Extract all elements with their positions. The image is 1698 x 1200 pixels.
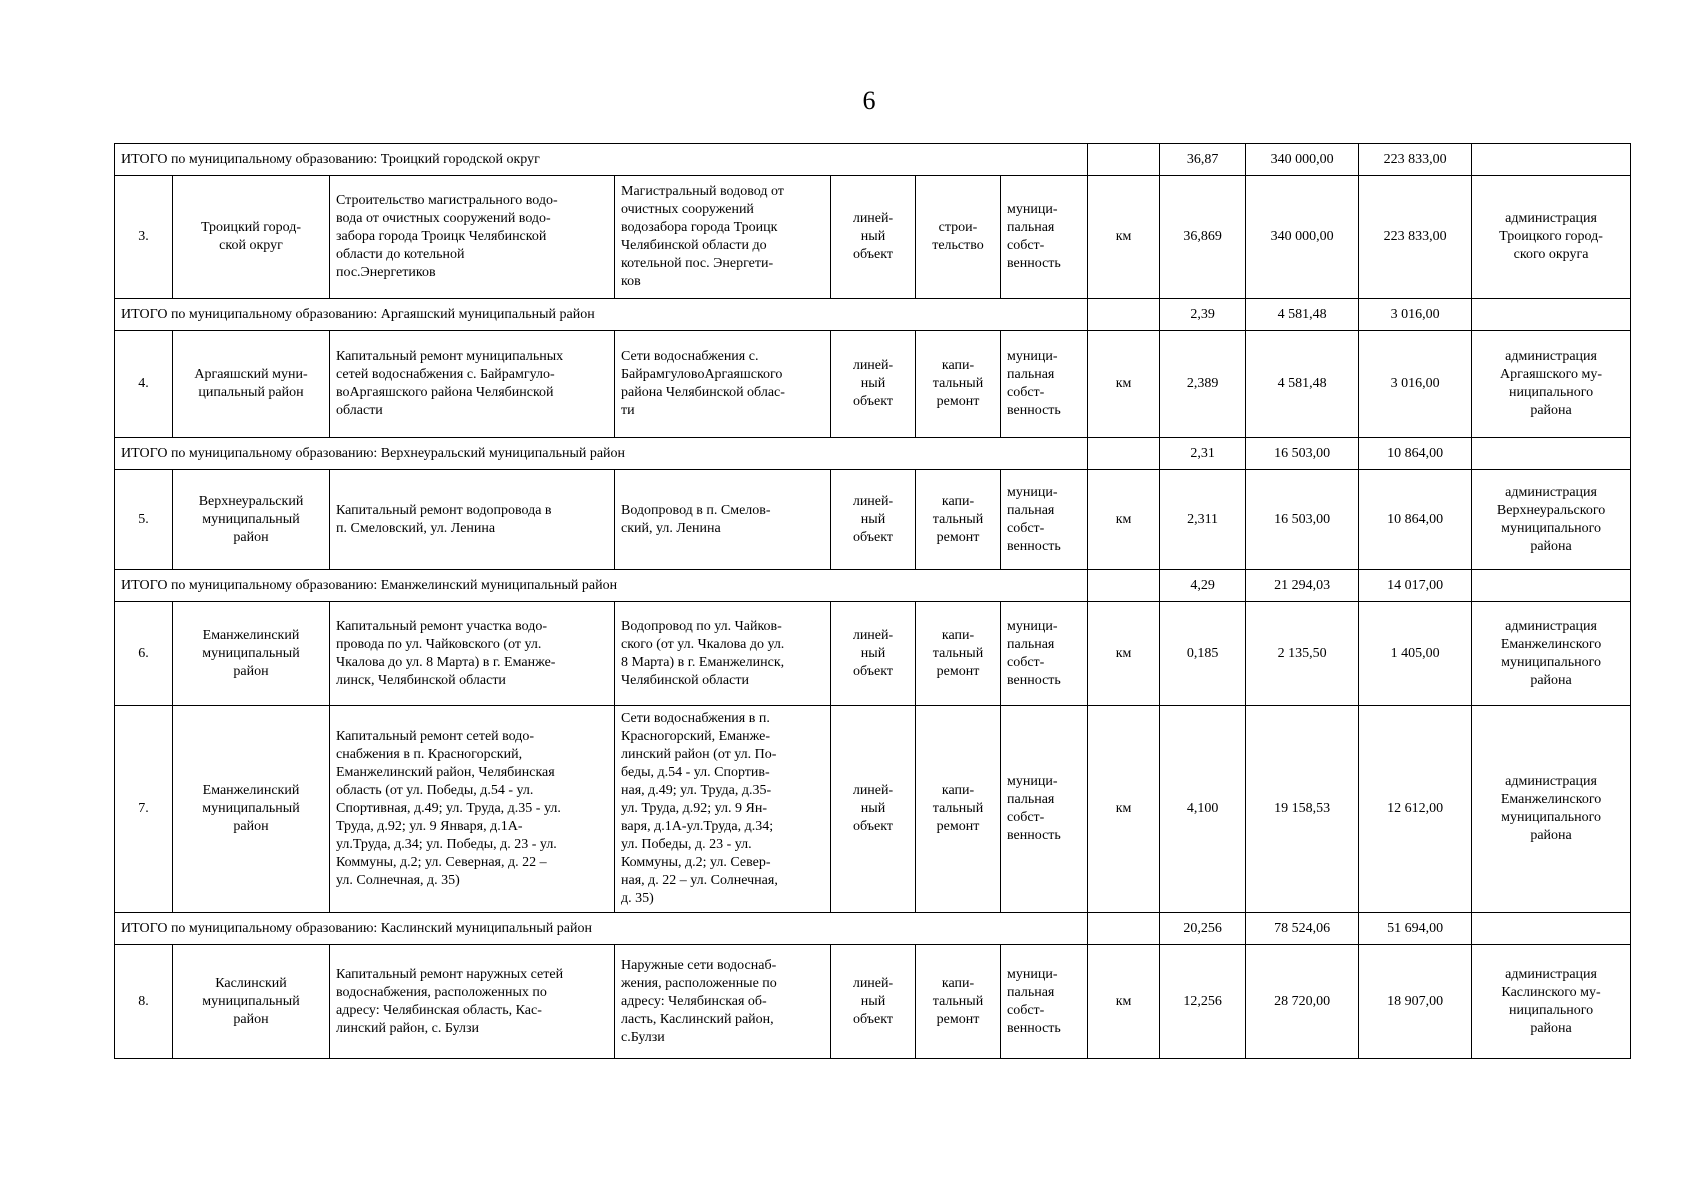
total-cost: 4 581,48 [1246,299,1359,331]
object-cell: Водопровод по ул. Чайков- ского (от ул. Чкалова до ул. 8 Марта) в г. Еманжелинск, Челябинской области [615,602,831,706]
total-subsidy: 223 833,00 [1359,144,1472,176]
ownership-cell: муници- пальная собст- венность [1001,470,1088,570]
ownership-cell: муници- пальная собст- венность [1001,602,1088,706]
total-empty-cell [1472,144,1631,176]
subsidy-cell: 10 864,00 [1359,470,1472,570]
unit-cell: км [1088,176,1160,299]
customer-cell: администрация Еманжелинского муниципального района [1472,706,1631,913]
object-type-cell: линей- ный объект [831,470,916,570]
work-type-cell: капи- тальный ремонт [916,470,1001,570]
length-cell: 12,256 [1160,945,1246,1059]
ownership-cell: муници- пальная собст- венность [1001,706,1088,913]
ownership-cell: муници- пальная собст- венность [1001,331,1088,438]
total-length: 20,256 [1160,913,1246,945]
table-row [115,470,1631,570]
total-subsidy: 14 017,00 [1359,570,1472,602]
unit-cell: км [1088,470,1160,570]
customer-cell: администрация Еманжелинского муниципального района [1472,602,1631,706]
unit-cell: км [1088,602,1160,706]
customer-cell: администрация Верхнеуральского муниципального района [1472,470,1631,570]
subsidy-cell: 12 612,00 [1359,706,1472,913]
ownership-cell: муници- пальная собст- венность [1001,945,1088,1059]
cost-cell: 2 135,50 [1246,602,1359,706]
length-cell: 2,311 [1160,470,1246,570]
action-cell: Капитальный ремонт сетей водо- снабжения в п. Красногорский, Еманжелинский район, Челябинская область (от ул. Победы, д.54 - ул. Спортивная, д.49; ул. Труда, д.35 - ул. Труда, д.92; ул. 9 Января, д.1А- ул.Труда, д.34; ул. Победы, д. 23 - ул. Коммуны, д.2; ул. Северная, д. 22 – ул. Солнечная, д. 35) [330,706,615,913]
object-cell: Водопровод в п. Смелов- ский, ул. Ленина [615,470,831,570]
action-cell: Капитальный ремонт муниципальных сетей водоснабжения с. Байрамгуло- воАргаяшского района Челябинской области [330,331,615,438]
total-row [115,438,1631,470]
object-type-cell: линей- ный объект [831,176,916,299]
length-cell: 36,869 [1160,176,1246,299]
cost-cell: 340 000,00 [1246,176,1359,299]
object-cell: Магистральный водовод от очистных сооружений водозабора города Троицк Челябинской области до котельной пос. Энергети- ков [615,176,831,299]
table-row [115,706,1631,913]
row-number: 6. [115,602,173,706]
municipality-cell: Верхнеуральский муниципальный район [173,470,330,570]
table-row [115,331,1631,438]
row-number: 8. [115,945,173,1059]
customer-cell: администрация Каслинского му- ниципального района [1472,945,1631,1059]
cost-cell: 4 581,48 [1246,331,1359,438]
register-table [114,143,1631,1059]
total-empty-cell [1472,299,1631,331]
municipality-cell: Еманжелинский муниципальный район [173,706,330,913]
action-cell: Капитальный ремонт наружных сетей водоснабжения, расположенных по адресу: Челябинская область, Кас- линский район, с. Булзи [330,945,615,1059]
object-cell: Сети водоснабжения в п. Красногорский, Еманже- линский район (от ул. По- беды, д.54 - ул. Спортив- ная, д.49; ул. Труда, д.35- ул. Труда, д.92; ул. 9 Ян- варя, д.1А-ул.Труда, д.34; ул. Победы, д. 23 - ул. Коммуны, д.2; ул. Север- ная, д. 22 – ул. Солнечная, д. 35) [615,706,831,913]
municipality-cell: Каслинский муниципальный район [173,945,330,1059]
cost-cell: 19 158,53 [1246,706,1359,913]
object-type-cell: линей- ный объект [831,602,916,706]
total-label: ИТОГО по муниципальному образованию: Еманжелинский муниципальный район [115,570,1088,602]
total-row [115,913,1631,945]
subsidy-cell: 1 405,00 [1359,602,1472,706]
total-row [115,144,1631,176]
customer-cell: администрация Аргаяшского му- ниципального района [1472,331,1631,438]
work-type-cell: строи- тельство [916,176,1001,299]
length-cell: 2,389 [1160,331,1246,438]
row-number: 3. [115,176,173,299]
row-number: 7. [115,706,173,913]
work-type-cell: капи- тальный ремонт [916,706,1001,913]
total-length: 36,87 [1160,144,1246,176]
unit-cell: км [1088,706,1160,913]
subsidy-cell: 223 833,00 [1359,176,1472,299]
object-type-cell: линей- ный объект [831,706,916,913]
total-label: ИТОГО по муниципальному образованию: Аргаяшский муниципальный район [115,299,1088,331]
total-empty-cell [1088,438,1160,470]
subsidy-cell: 3 016,00 [1359,331,1472,438]
action-cell: Строительство магистрального водо- вода от очистных сооружений водо- забора города Троицк Челябинской области до котельной пос.Энергетиков [330,176,615,299]
total-cost: 340 000,00 [1246,144,1359,176]
total-subsidy: 3 016,00 [1359,299,1472,331]
municipality-cell: Троицкий город- ской округ [173,176,330,299]
total-empty-cell [1088,570,1160,602]
total-length: 2,31 [1160,438,1246,470]
total-empty-cell [1472,570,1631,602]
ownership-cell: муници- пальная собст- венность [1001,176,1088,299]
page-number: 6 [862,86,876,115]
object-type-cell: линей- ный объект [831,945,916,1059]
total-empty-cell [1088,144,1160,176]
cost-cell: 16 503,00 [1246,470,1359,570]
subsidy-cell: 18 907,00 [1359,945,1472,1059]
total-subsidy: 51 694,00 [1359,913,1472,945]
customer-cell: администрация Троицкого город- ского округа [1472,176,1631,299]
total-label: ИТОГО по муниципальному образованию: Верхнеуральский муниципальный район [115,438,1088,470]
total-cost: 21 294,03 [1246,570,1359,602]
work-type-cell: капи- тальный ремонт [916,331,1001,438]
length-cell: 4,100 [1160,706,1246,913]
total-cost: 78 524,06 [1246,913,1359,945]
object-cell: Сети водоснабжения с. БайрамгуловоАргаяшского района Челябинской облас- ти [615,331,831,438]
municipality-cell: Еманжелинский муниципальный район [173,602,330,706]
municipality-cell: Аргаяшский муни- ципальный район [173,331,330,438]
table-row [115,945,1631,1059]
total-empty-cell [1472,438,1631,470]
action-cell: Капитальный ремонт водопровода в п. Смеловский, ул. Ленина [330,470,615,570]
table-row [115,176,1631,299]
work-type-cell: капи- тальный ремонт [916,602,1001,706]
unit-cell: км [1088,945,1160,1059]
total-row [115,299,1631,331]
unit-cell: км [1088,331,1160,438]
total-row [115,570,1631,602]
total-length: 4,29 [1160,570,1246,602]
length-cell: 0,185 [1160,602,1246,706]
total-empty-cell [1088,913,1160,945]
total-label: ИТОГО по муниципальному образованию: Троицкий городской округ [115,144,1088,176]
cost-cell: 28 720,00 [1246,945,1359,1059]
table-row [115,602,1631,706]
action-cell: Капитальный ремонт участка водо- провода по ул. Чайковского (от ул. Чкалова до ул. 8 Марта) в г. Еманже- линск, Челябинской области [330,602,615,706]
work-type-cell: капи- тальный ремонт [916,945,1001,1059]
total-subsidy: 10 864,00 [1359,438,1472,470]
total-label: ИТОГО по муниципальному образованию: Каслинский муниципальный район [115,913,1088,945]
total-cost: 16 503,00 [1246,438,1359,470]
object-cell: Наружные сети водоснаб- жения, расположенные по адресу: Челябинская об- ласть, Каслинский район, с.Булзи [615,945,831,1059]
total-empty-cell [1472,913,1631,945]
row-number: 5. [115,470,173,570]
total-empty-cell [1088,299,1160,331]
row-number: 4. [115,331,173,438]
total-length: 2,39 [1160,299,1246,331]
object-type-cell: линей- ный объект [831,331,916,438]
